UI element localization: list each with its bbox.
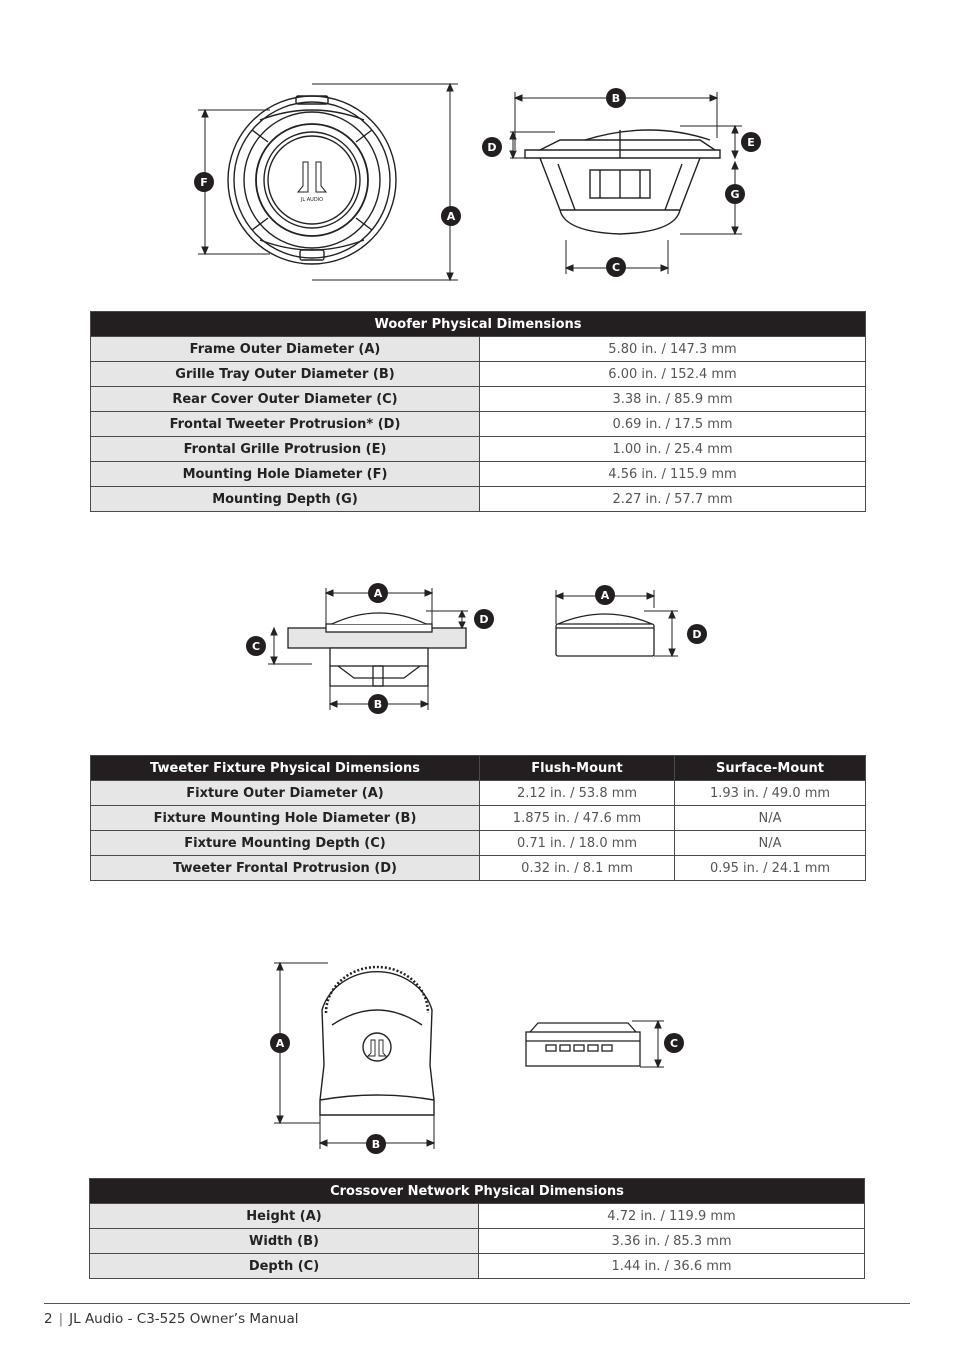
tweeter-marker-a-flush <box>368 583 388 603</box>
footer-divider <box>44 1303 910 1304</box>
flush-value: 0.71 in. / 18.0 mm <box>480 831 675 856</box>
surface-value: 1.93 in. / 49.0 mm <box>675 781 866 806</box>
svg-text:D: D <box>479 613 489 626</box>
tweeter-marker-b <box>368 694 388 714</box>
page-footer <box>44 1311 298 1327</box>
table-header-row <box>90 1179 865 1204</box>
crossover-marker-b <box>366 1134 386 1154</box>
crossover-side-view <box>526 1023 640 1066</box>
row-label: Fixture Mounting Hole Diameter (B) <box>91 806 480 831</box>
svg-text:A: A <box>275 1037 285 1050</box>
surface-value: N/A <box>675 806 866 831</box>
row-value: 1.00 in. / 25.4 mm <box>480 437 866 462</box>
svg-text:G: G <box>730 188 740 201</box>
tweeter-flush-mount-view <box>288 613 466 686</box>
row-value: 2.27 in. / 57.7 mm <box>480 487 866 512</box>
crossover-front-view <box>320 967 434 1115</box>
svg-text:D: D <box>487 141 497 154</box>
row-value: 4.56 in. / 115.9 mm <box>480 462 866 487</box>
table-row <box>90 1204 865 1229</box>
column-header: Surface-Mount <box>675 756 866 781</box>
svg-text:C: C <box>669 1037 679 1050</box>
woofer-marker-a <box>441 206 461 226</box>
svg-text:C: C <box>251 640 261 653</box>
row-label: Mounting Depth (G) <box>91 487 480 512</box>
table-row <box>90 1254 865 1279</box>
tweeter-diagram <box>240 578 720 720</box>
svg-text:D: D <box>692 628 702 641</box>
table-row <box>91 337 866 362</box>
svg-text:E: E <box>747 136 755 149</box>
row-label: Width (B) <box>90 1229 479 1254</box>
crossover-marker-a <box>270 1033 290 1053</box>
table-row <box>91 412 866 437</box>
row-value: 0.69 in. / 17.5 mm <box>480 412 866 437</box>
tweeter-marker-c <box>246 636 266 656</box>
woofer-logo-text: JL AUDIO <box>300 197 324 203</box>
row-label: Frame Outer Diameter (A) <box>91 337 480 362</box>
table-row <box>91 362 866 387</box>
row-label: Depth (C) <box>90 1254 479 1279</box>
woofer-marker-d <box>482 137 502 157</box>
surface-value: 0.95 in. / 24.1 mm <box>675 856 866 881</box>
footer-text: JL Audio - C3-525 Owner’s Manual <box>69 1311 299 1327</box>
flush-value: 2.12 in. / 53.8 mm <box>480 781 675 806</box>
crossover-table-title: Crossover Network Physical Dimensions <box>90 1179 865 1204</box>
table-row <box>91 856 866 881</box>
row-value: 6.00 in. / 152.4 mm <box>480 362 866 387</box>
tweeter-marker-a-surface <box>595 585 615 605</box>
svg-text:B: B <box>371 1138 381 1151</box>
flush-value: 0.32 in. / 8.1 mm <box>480 856 675 881</box>
crossover-marker-c <box>664 1033 684 1053</box>
svg-text:B: B <box>611 92 621 105</box>
svg-text:B: B <box>373 698 383 711</box>
row-value: 3.38 in. / 85.9 mm <box>480 387 866 412</box>
crossover-diagram <box>262 955 702 1160</box>
woofer-side-view <box>525 130 720 234</box>
woofer-marker-c <box>606 257 626 277</box>
row-label: Frontal Tweeter Protrusion* (D) <box>91 412 480 437</box>
row-label: Fixture Mounting Depth (C) <box>91 831 480 856</box>
table-row <box>91 806 866 831</box>
woofer-table-title: Woofer Physical Dimensions <box>91 312 866 337</box>
row-label: Fixture Outer Diameter (A) <box>91 781 480 806</box>
table-header-row <box>91 312 866 337</box>
crossover-dimensions-table <box>89 1178 865 1279</box>
svg-text:A: A <box>446 210 456 223</box>
table-row <box>91 462 866 487</box>
svg-text:C: C <box>611 261 621 274</box>
row-label: Mounting Hole Diameter (F) <box>91 462 480 487</box>
table-row <box>91 487 866 512</box>
table-header-row <box>91 756 866 781</box>
page-number: 2 <box>44 1311 53 1327</box>
table-row <box>91 437 866 462</box>
woofer-diagram <box>180 70 780 290</box>
woofer-marker-e <box>741 132 761 152</box>
flush-value: 1.875 in. / 47.6 mm <box>480 806 675 831</box>
footer-separator: | <box>58 1311 64 1327</box>
table-row <box>91 831 866 856</box>
tweeter-marker-d-surface <box>687 624 707 644</box>
woofer-marker-g <box>725 184 745 204</box>
table-row <box>91 387 866 412</box>
woofer-front-view <box>228 96 396 264</box>
row-label: Tweeter Frontal Protrusion (D) <box>91 856 480 881</box>
tweeter-marker-d-flush <box>474 609 494 629</box>
row-value: 1.44 in. / 36.6 mm <box>479 1254 865 1279</box>
column-header: Flush-Mount <box>480 756 675 781</box>
woofer-marker-b <box>606 88 626 108</box>
column-header: Tweeter Fixture Physical Dimensions <box>91 756 480 781</box>
row-label: Rear Cover Outer Diameter (C) <box>91 387 480 412</box>
row-label: Height (A) <box>90 1204 479 1229</box>
svg-text:A: A <box>373 587 383 600</box>
row-label: Frontal Grille Protrusion (E) <box>91 437 480 462</box>
tweeter-surface-mount-view <box>556 614 654 656</box>
row-value: 4.72 in. / 119.9 mm <box>479 1204 865 1229</box>
woofer-dimensions-table <box>90 311 866 512</box>
row-value: 5.80 in. / 147.3 mm <box>480 337 866 362</box>
table-row <box>91 781 866 806</box>
row-value: 3.36 in. / 85.3 mm <box>479 1229 865 1254</box>
tweeter-dimensions-table <box>90 755 866 881</box>
svg-text:F: F <box>200 176 208 189</box>
surface-value: N/A <box>675 831 866 856</box>
woofer-marker-f <box>194 172 214 192</box>
svg-text:A: A <box>600 589 610 602</box>
table-row <box>90 1229 865 1254</box>
row-label: Grille Tray Outer Diameter (B) <box>91 362 480 387</box>
